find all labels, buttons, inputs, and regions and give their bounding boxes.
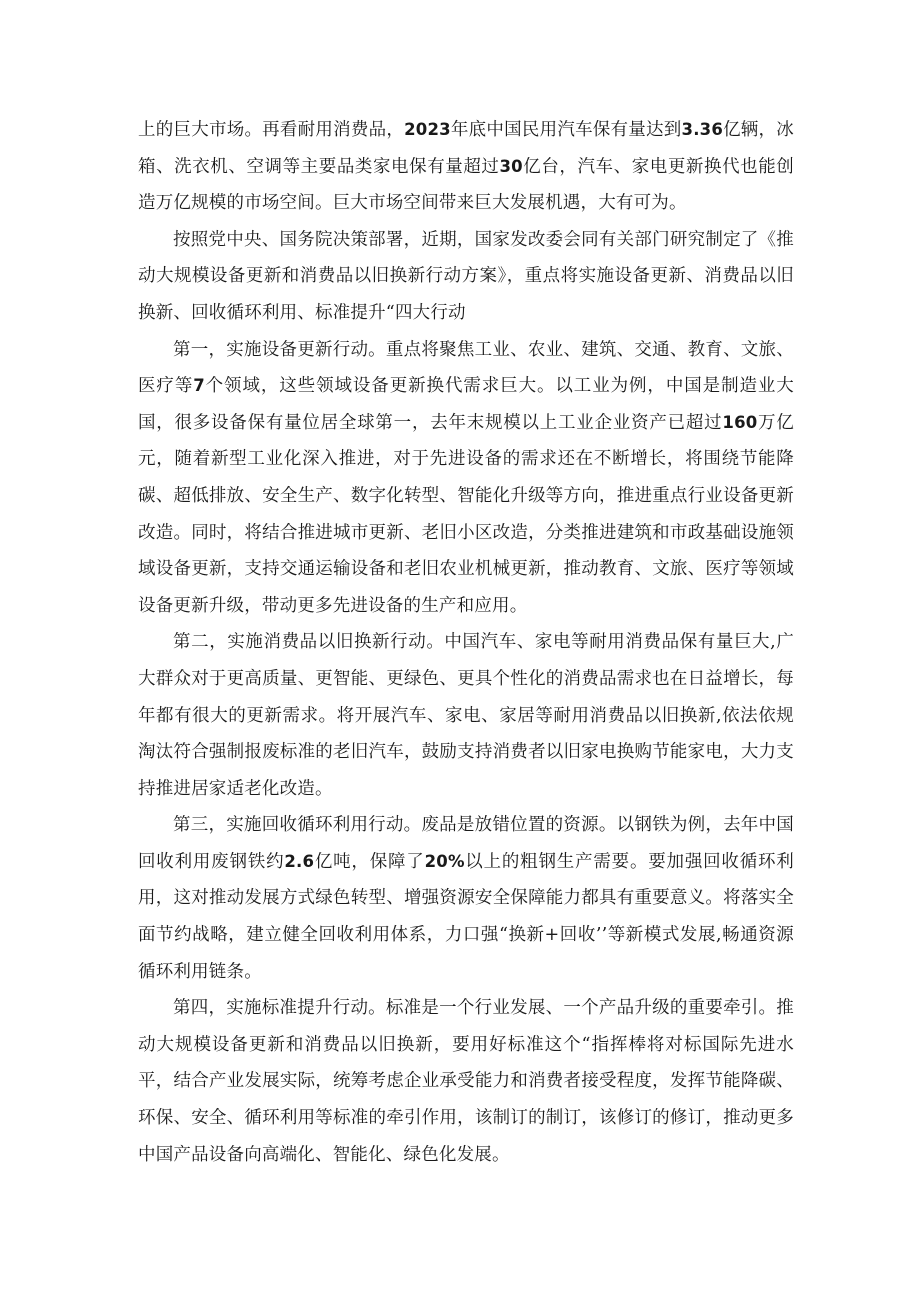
text-run: 按照党中央、国务院决策部署，近期，国家发改委会同有关部门研究制定了《推动大规模设备更新和消费品以旧换新行动方案》，重点将实施设备更新、消费品以旧换新、回收循环利用、标准提升“四大行动 <box>138 229 794 323</box>
number-vehicles: 3.36 <box>681 120 724 139</box>
text-run: 亿吨，保障了 <box>314 851 425 872</box>
text-run: 第三，实施回收循环利用行动。废品是放错位置的资源。以钢铁为例，去年中国回收利用废钢铁约 <box>138 815 794 872</box>
text-run: 上的巨大市场。再看耐用消费品， <box>138 120 405 140</box>
paragraph-equipment-update <box>138 332 794 625</box>
text-run: 第二，实施消费品以旧换新行动。中国汽车、家电等耐用消费品保有量巨大,广大群众对于更高质量、更智能、更绿色、更具个性化的消费品需求也在日益增长，每年都有很大的更新需求。将开展汽车、家电、家居等耐用消费品以旧换新,依法依规淘汰符合强制报废标准的老旧汽车，鼓励支持消费者以旧家电换购节能家电，大力支持推进居家适老化改造。 <box>138 632 794 799</box>
number-appliances: 30 <box>499 156 523 176</box>
text-run: 年底中国民用汽车保有量达到 <box>450 120 682 140</box>
text-run: 个领域，这些领域设备更新换代需求巨大。以工业为例，中国是制造业大国，很多设备保有量位居全球第一，去年末规模以上工业企业资产已超过 <box>138 376 794 433</box>
number-percent: 20% <box>424 851 465 871</box>
text-run: 万亿元，随着新型工业化深入推进，对于先进设备的需求还在不断增长，将围绕节能降碳、超低排放、安全生产、数字化转型、智能化升级等方向，推进重点行业设备更新改造。同时，将结合推进城市更新、老旧小区改造，分类推进建筑和市政基础设施领域设备更新，支持交通运输设备和老旧农业机械更新，推动教育、文旅、医疗等领域设备更新升级，带动更多先进设备的生产和应用。 <box>138 412 794 616</box>
text-run: 第四，实施标准提升行动。标准是一个行业发展、一个产品升级的重要牵引。推动大规模设备更新和消费品以旧换新，要用好标准这个“指挥棒将对标国际先进水平，结合产业发展实际，统筹考虑企业承受能力和消费者接受程度，发挥节能降碳、环保、安全、循环利用等标准的牵引作用，该制订的制订，该修订的修订，推动更多中国产品设备向高端化、智能化、绿色化发展。 <box>138 998 794 1165</box>
text-run: 第一，实施设备更新行动。重点将聚焦工业、农业、建筑、交通、教育、文旅、医疗等 <box>138 339 794 397</box>
number-assets: 160 <box>722 412 758 432</box>
paragraph-action-plan <box>138 222 794 332</box>
text-run: 亿辆，冰箱、洗衣机、空调等主要品类家电保有量超过 <box>138 120 794 177</box>
paragraph-market-intro <box>138 112 794 222</box>
text-run: 以上的粗钢生产需要。要加强回收循环利用，这对推动发展方式绿色转型、增强资源安全保障能力都具有重要意义。将落实全面节约战略，建立健全回收利用体系，力口强“换新+回收’’等新模式发展,畅通资源循环利用链条。 <box>138 851 794 982</box>
paragraph-standards <box>138 990 794 1173</box>
number-scrap-steel: 2.6 <box>284 851 315 871</box>
document-body <box>138 112 794 1173</box>
number-domains: 7 <box>193 376 205 396</box>
number-year: 2023 <box>404 120 451 139</box>
text-run: 亿台，汽车、家电更新换代也能创造万亿规模的市场空间。巨大市场空间带来巨大发展机遇，大有可为。 <box>138 156 794 214</box>
paragraph-recycling <box>138 807 794 990</box>
paragraph-trade-in <box>138 624 794 807</box>
